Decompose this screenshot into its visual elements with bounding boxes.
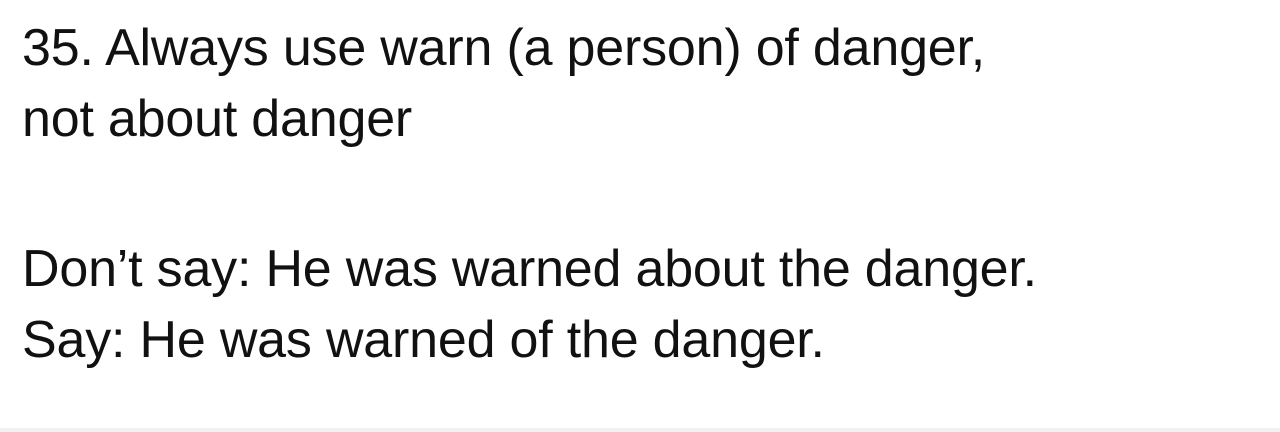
dont-say-example: Don’t say: He was warned about the danger. [22,240,1037,298]
rule-heading-line-2: not about danger [22,90,413,148]
say-example: Say: He was warned of the danger. [22,311,825,369]
bottom-divider [0,428,1280,432]
rule-heading-line-1: 35. Always use warn (a person) of danger, [22,19,986,77]
